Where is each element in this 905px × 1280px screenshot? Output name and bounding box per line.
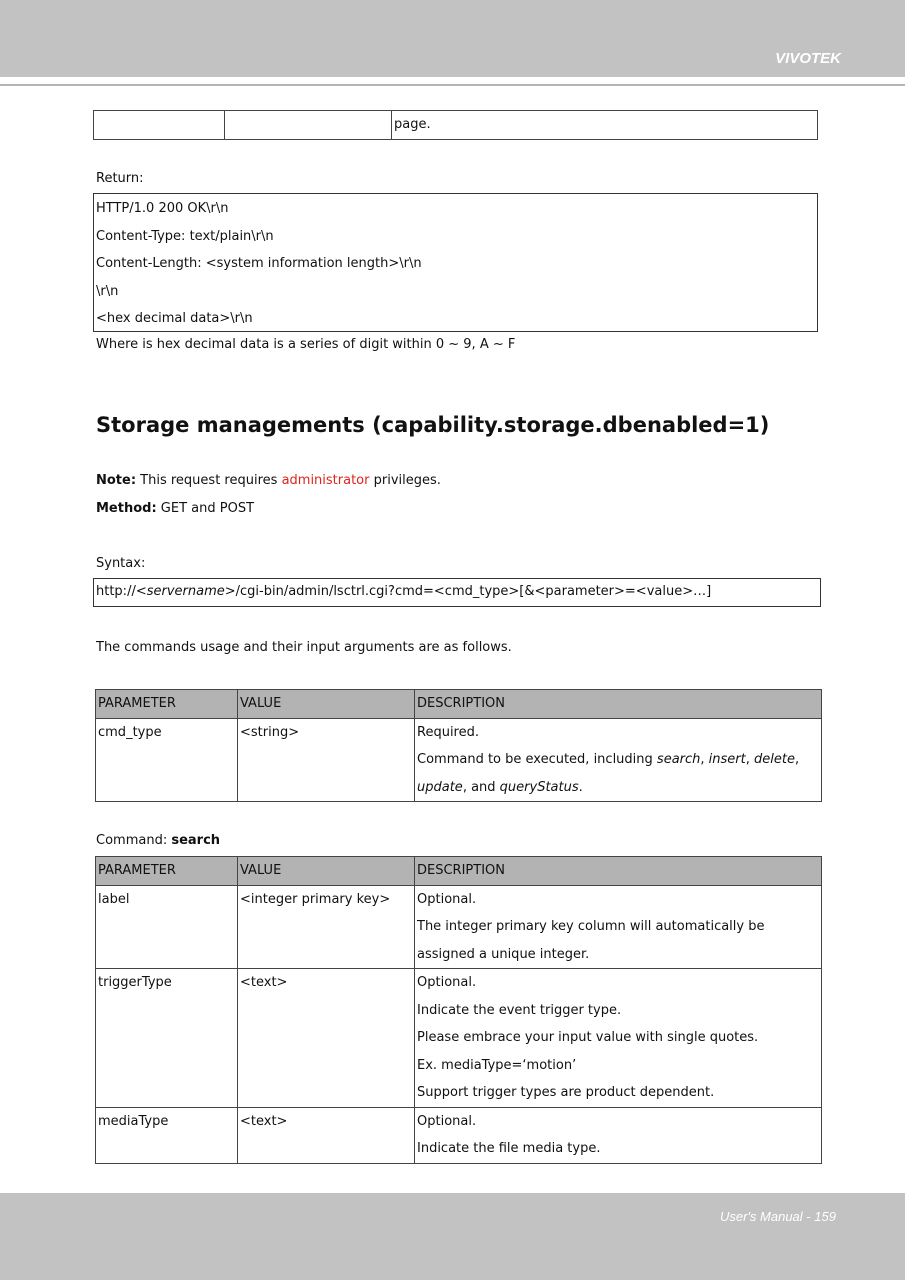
return-box [93, 193, 818, 332]
page-header [0, 0, 905, 77]
return-line: Content-Length: <system information length>\r\n [96, 256, 422, 271]
table-row: label <integer primary key> Optional. The integer primary key column will automatically be assigned a unique integer. [96, 885, 822, 969]
section-title: Storage managements (capability.storage.dbenabled=1) [96, 413, 770, 437]
note-line: Note: This request requires administrator privileges. [96, 473, 441, 488]
table-cell: page. [392, 111, 818, 140]
syntax-label: Syntax: [96, 556, 146, 571]
page-number: User's Manual - 159 [720, 1209, 836, 1224]
method-line: Method: GET and POST [96, 501, 255, 516]
search-table: PARAMETER VALUE DESCRIPTION label <integer primary key> Optional. The integer primary key column will automatically be assigned a unique integer. triggerType <text> Optional. Indicate the event trigger type. Please embrace your input value with single quotes. Ex. mediaType=‘motion’ Support trigger types are product dependent. mediaType <text> Optional. Indicate the file media type. [95, 856, 822, 1164]
return-line: <hex decimal data>\r\n [96, 311, 253, 326]
top-table-fragment [93, 110, 818, 140]
page-footer [0, 1193, 905, 1280]
table-row: triggerType <text> Optional. Indicate the event trigger type. Please embrace your input value with single quotes. Ex. mediaType=‘motion’ Support trigger types are product dependent. [96, 969, 822, 1108]
command-label: Command: search [96, 833, 221, 848]
header-divider [0, 84, 905, 86]
parameter-table: PARAMETER VALUE DESCRIPTION cmd_type <string> Required. Command to be executed, including search, insert, delete, update, and queryStatus. [95, 689, 822, 802]
return-line: Content-Type: text/plain\r\n [96, 228, 274, 244]
return-line: \r\n [96, 283, 119, 299]
syntax-box: http://<servername>/cgi-bin/admin/lsctrl.cgi?cmd=<cmd_type>[&<parameter>=<value>…] [93, 578, 821, 607]
return-label: Return: [96, 171, 144, 186]
brand-logo: VIVOTEK [775, 50, 841, 67]
intro-text: The commands usage and their input arguments are as follows. [96, 640, 512, 655]
return-note: Where is hex decimal data is a series of digit within 0 ~ 9, A ~ F [96, 337, 516, 352]
return-line: HTTP/1.0 200 OK\r\n [96, 201, 229, 216]
administrator-link: administrator [281, 473, 370, 488]
table-row: cmd_type <string> Required. Command to be executed, including search, insert, delete, update, and queryStatus. [96, 718, 822, 802]
table-row: mediaType <text> Optional. Indicate the file media type. [96, 1107, 822, 1163]
